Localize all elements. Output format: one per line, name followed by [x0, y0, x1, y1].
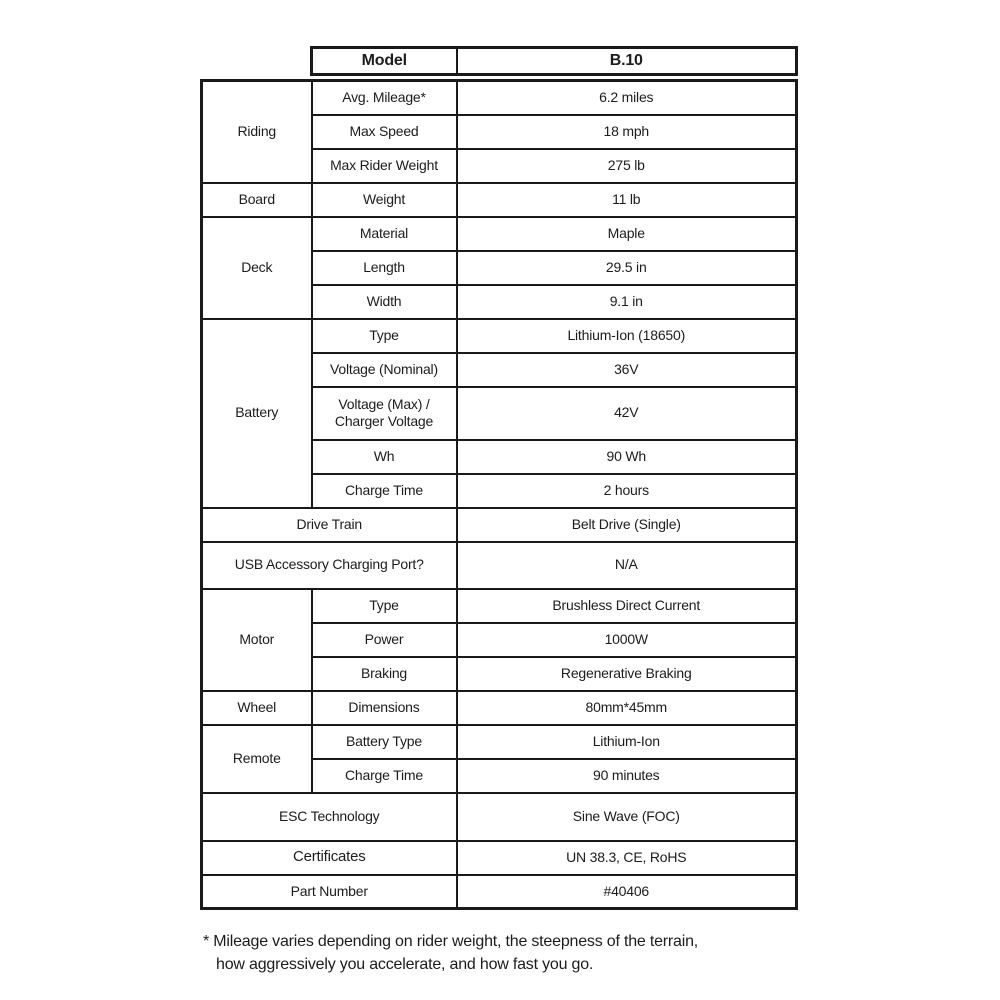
model-header-row: [312, 48, 797, 75]
spec-label-max-speed: Max Speed: [312, 115, 457, 149]
spec-value-length: 29.5 in: [457, 251, 797, 285]
spec-label-part-number: Part Number: [202, 875, 457, 909]
spec-label-weight: Weight: [312, 183, 457, 217]
row-battery-type: [202, 319, 797, 353]
spec-value-voltage-nominal: 36V: [457, 353, 797, 387]
spec-label-remote-charge-time: Charge Time: [312, 759, 457, 793]
footnote-line-1: * Mileage varies depending on rider weight, the steepness of the terrain,: [203, 933, 699, 950]
spec-value-motor-type: Brushless Direct Current: [457, 589, 797, 623]
spec-label-battery-charge-time: Charge Time: [312, 474, 457, 508]
spec-label-esc-technology: ESC Technology: [202, 793, 457, 841]
spec-value-remote-charge-time: 90 minutes: [457, 759, 797, 793]
model-header-label: Model: [312, 48, 457, 75]
row-avg-mileage: [202, 81, 797, 115]
spec-label-remote-battery-type: Battery Type: [312, 725, 457, 759]
spec-value-width: 9.1 in: [457, 285, 797, 319]
group-cell-remote: Remote: [202, 725, 312, 793]
row-esc-technology: [202, 793, 797, 841]
spec-value-voltage-max: 42V: [457, 387, 797, 440]
row-drive-train: [202, 508, 797, 542]
spec-value-max-speed: 18 mph: [457, 115, 797, 149]
row-deck-material: [202, 217, 797, 251]
spec-value-certificates: UN 38.3, CE, RoHS: [457, 841, 797, 875]
spec-label-motor-power: Power: [312, 623, 457, 657]
spec-value-battery-charge-time: 2 hours: [457, 474, 797, 508]
spec-value-motor-braking: Regenerative Braking: [457, 657, 797, 691]
spec-value-wh: 90 Wh: [457, 440, 797, 474]
spec-label-certificates: Certificates: [202, 841, 457, 875]
spec-label-avg-mileage: Avg. Mileage*: [312, 81, 457, 115]
group-cell-deck: Deck: [202, 217, 312, 319]
spec-label-voltage-max: Voltage (Max) / Charger Voltage: [312, 387, 457, 440]
group-cell-board: Board: [202, 183, 312, 217]
spec-value-esc-technology: Sine Wave (FOC): [457, 793, 797, 841]
spec-label-max-rider-weight: Max Rider Weight: [312, 149, 457, 183]
spec-label-wh: Wh: [312, 440, 457, 474]
model-header-value: B.10: [457, 48, 797, 75]
group-cell-battery: Battery: [202, 319, 312, 508]
spec-value-part-number: #40406: [457, 875, 797, 909]
spec-table: [200, 79, 798, 910]
group-cell-motor: Motor: [202, 589, 312, 691]
group-cell-wheel: Wheel: [202, 691, 312, 725]
spec-value-max-rider-weight: 275 lb: [457, 149, 797, 183]
spec-label-wheel-dimensions: Dimensions: [312, 691, 457, 725]
spec-value-remote-battery-type: Lithium-Ion: [457, 725, 797, 759]
spec-value-wheel-dimensions: 80mm*45mm: [457, 691, 797, 725]
spec-label-drive-train: Drive Train: [202, 508, 457, 542]
spec-value-weight: 11 lb: [457, 183, 797, 217]
spec-label-material: Material: [312, 217, 457, 251]
footnote-line-2: how aggressively you accelerate, and how fast you go.: [216, 956, 594, 973]
row-certificates: [202, 841, 797, 875]
spec-value-battery-type: Lithium-Ion (18650): [457, 319, 797, 353]
spec-value-usb-port: N/A: [457, 542, 797, 589]
spec-value-motor-power: 1000W: [457, 623, 797, 657]
row-usb-port: [202, 542, 797, 589]
spec-label-motor-type: Type: [312, 589, 457, 623]
row-board-weight: [202, 183, 797, 217]
row-remote-battery-type: [202, 725, 797, 759]
group-cell-riding: Riding: [202, 81, 312, 183]
row-part-number: [202, 875, 797, 909]
spec-label-voltage-nominal: Voltage (Nominal): [312, 353, 457, 387]
model-header-table: [310, 46, 798, 76]
spec-label-width: Width: [312, 285, 457, 319]
spec-label-battery-type: Type: [312, 319, 457, 353]
spec-value-material: Maple: [457, 217, 797, 251]
spec-label-length: Length: [312, 251, 457, 285]
spec-value-avg-mileage: 6.2 miles: [457, 81, 797, 115]
row-motor-type: [202, 589, 797, 623]
mileage-footnote: [203, 930, 698, 976]
row-wheel-dimensions: [202, 691, 797, 725]
spec-label-usb-port: USB Accessory Charging Port?: [202, 542, 457, 589]
spec-value-drive-train: Belt Drive (Single): [457, 508, 797, 542]
spec-label-motor-braking: Braking: [312, 657, 457, 691]
